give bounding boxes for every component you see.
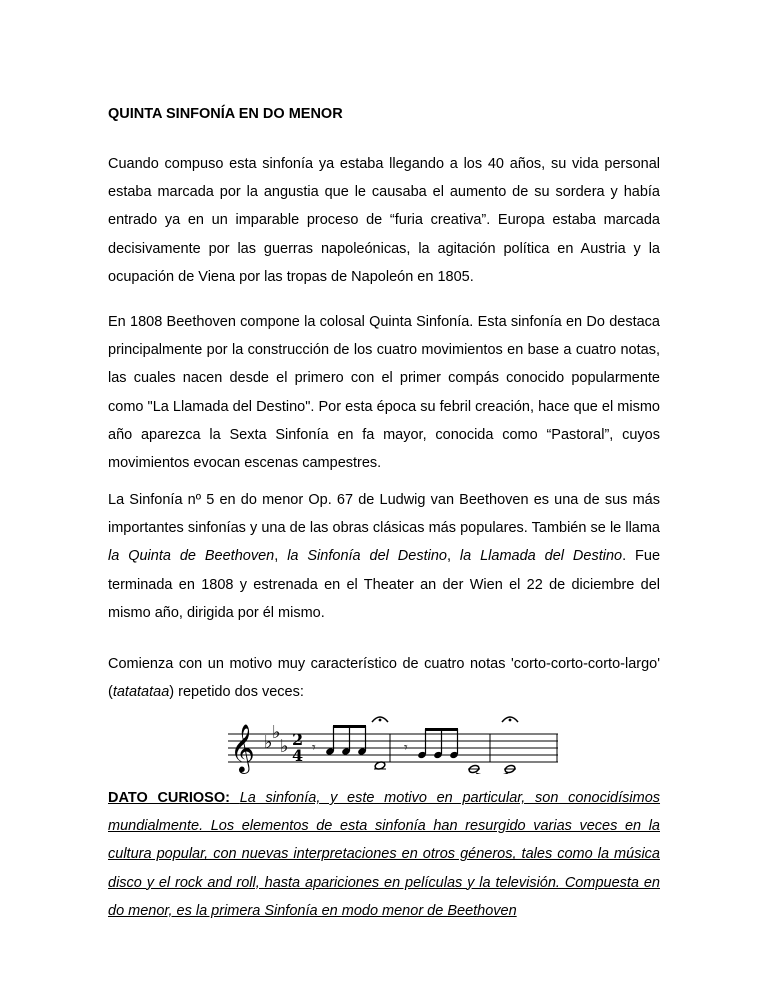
paragraph-4	[108, 650, 660, 706]
eighth-rest-icon-2: 𝄾	[404, 740, 408, 756]
music-staff	[228, 712, 558, 774]
paragraph-4-text-a: Comienza con un motivo muy característico de cuatro notas 'corto-corto-corto-largo' (	[108, 656, 660, 701]
tied-half-notes-fermata	[468, 717, 518, 774]
svg-text:♭: ♭	[272, 722, 281, 743]
paragraph-1: Cuando compuso esta sinfonía ya estaba llegando a los 40 años, su vida personal estaba marcada por la angustia que le causaba el aumento de su sordera y había entrado ya en un imparable proceso de “furia creativa”. Europa estaba marcada decisivamente por las guerras napoleónicas, la agitación política en Austria y la ocupación de Viena por las tropas de Napoleón en 1805.	[108, 156, 660, 285]
svg-text:♭: ♭	[264, 732, 273, 753]
document-title: QUINTA SINFONÍA EN DO MENOR	[108, 106, 343, 122]
key-signature-flats	[264, 722, 289, 757]
alias-quinta: la Quinta de Beethoven	[108, 548, 275, 565]
svg-text:♭: ♭	[280, 736, 289, 757]
paragraph-3-text-b: . Fue terminada en 1808 y estrenada en el Theater an der Wien el 22 de diciembre del mismo año, dirigida por él mismo.	[108, 548, 661, 621]
time-signature-top: 2	[292, 730, 304, 749]
dato-curioso-text: La sinfonía, y este motivo en particular, son conocidísimos mundialmente. Los elementos de esta sinfonía han resurgido varias veces en la cultura popular, con nuevas interpretaciones en otros géneros, tales como la música disco y el rock and roll, hasta apariciones en películas y la televisión. Compuesta en do menor, es la primera Sinfonía en modo menor de Beethoven	[108, 790, 661, 919]
paragraph-4-text-b: ) repetido dos veces:	[169, 684, 304, 701]
alias-sinfonia-destino: la Sinfonía del Destino	[287, 548, 447, 565]
dato-curioso-paragraph	[108, 784, 660, 925]
paragraph-3	[108, 486, 660, 627]
music-notation-figure	[228, 712, 558, 774]
eighth-rest-icon: 𝄾	[312, 740, 316, 756]
motif-term: tatatataa	[112, 684, 170, 701]
alias-separator-2: ,	[446, 548, 460, 565]
alias-llamada-destino: la Llamada del Destino	[459, 548, 623, 565]
treble-clef-icon: 𝄞	[230, 723, 255, 772]
note-group-1	[325, 725, 367, 756]
time-signature-bottom: 4	[292, 746, 304, 765]
paragraph-3-text-a: La Sinfonía nº 5 en do menor Op. 67 de Ludwig van Beethoven es una de sus más importantes sinfonías y una de las obras clásicas más populares. También se le llama	[108, 492, 660, 537]
paragraph-2: En 1808 Beethoven compone la colosal Quinta Sinfonía. Esta sinfonía en Do destaca principalmente por la construcción de los cuatro movimientos en base a cuatro notas, las cuales nacen desde el primero con el primer compás conocido popularmente como "La Llamada del Destino". Por esta época su febril creación, hace que el mismo año aparezca la Sexta Sinfonía en fa mayor, conocida como “Pastoral”, cuyos movimientos evocan escenas campestres.	[108, 314, 660, 472]
alias-separator-1: ,	[274, 548, 288, 565]
dato-curioso-label: DATO CURIOSO:	[108, 790, 230, 806]
note-group-2	[417, 728, 459, 759]
